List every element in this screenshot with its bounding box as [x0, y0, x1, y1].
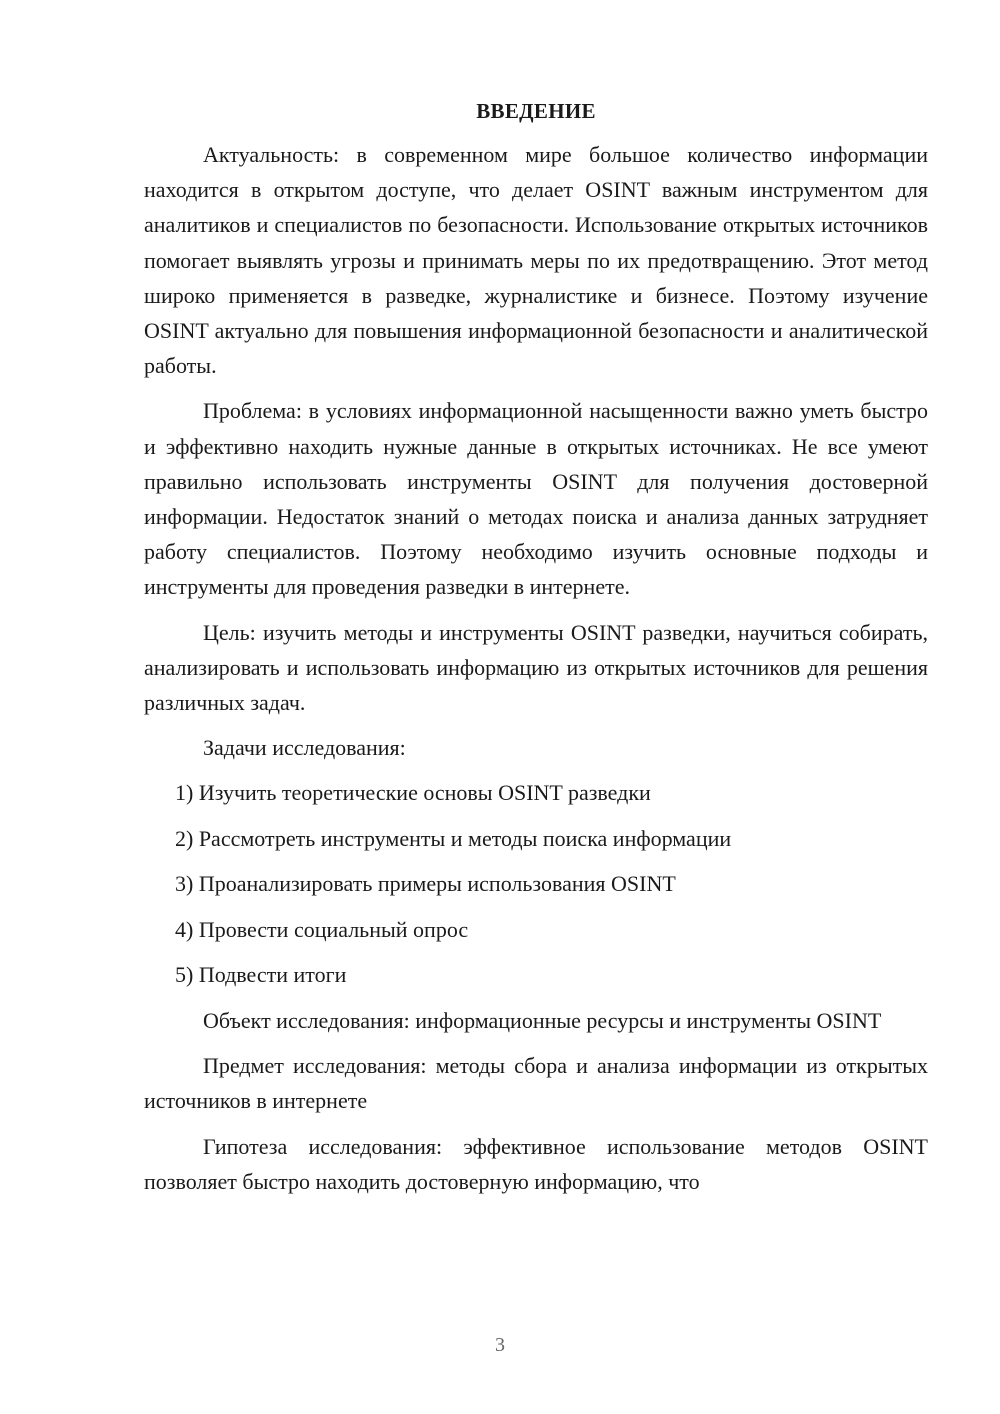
- page-number: 3: [495, 1334, 505, 1356]
- tasks-title: Задачи исследования:: [203, 735, 406, 761]
- paragraph-goal: Цель: изучить методы и инструменты OSINT разведки, научиться собирать, анализировать и использовать информацию из открытых источников для решения различных задач.: [144, 619, 928, 716]
- page-content: [144, 96, 928, 1209]
- paragraph-problem: Проблема: в условиях информационной насыщенности важно уметь быстро и эффективно находить нужные данные в открытых источниках. Не все умеют правильно использовать инструменты OSINT для получения достоверной информации. Недостаток знаний о методах поиска и анализа данных затрудняет работу специалистов. Поэтому необходимо изучить основные подходы и инструменты для проведения разведки в интернете.: [144, 398, 928, 600]
- paragraph-relevance: Актуальность: в современном мире большое количество информации находится в открытом доступе, что делает OSINT важным инструментом для аналитиков и специалистов по безопасности. Использование открытых источников помогает выявлять угрозы и принимать меры по их предотвращению. Этот метод широко применяется в разведке, журналистике и бизнесе. Поэтому изучение OSINT актуально для повышения информационной безопасности и аналитической работы.: [144, 142, 928, 379]
- task-item-3: 3) Проанализировать примеры использования OSINT: [175, 871, 676, 897]
- paragraph-hypothesis: Гипотеза исследования: эффективное использование методов OSINT позволяет быстро находить достоверную информацию, что: [144, 1133, 928, 1194]
- task-item-1: 1) Изучить теоретические основы OSINT разведки: [175, 780, 651, 806]
- section-heading: ВВЕДЕНИЕ: [476, 99, 596, 123]
- task-item-2: 2) Рассмотреть инструменты и методы поиска информации: [175, 825, 732, 851]
- task-list: [144, 775, 928, 992]
- paragraph-subject: Предмет исследования: методы сбора и анализа информации из открытых источников в интернете: [144, 1053, 928, 1114]
- task-item-4: 4) Провести социальный опрос: [175, 916, 469, 942]
- task-item-5: 5) Подвести итоги: [175, 962, 347, 988]
- paragraph-object: Объект исследования: информационные ресурсы и инструменты OSINT: [203, 1007, 882, 1033]
